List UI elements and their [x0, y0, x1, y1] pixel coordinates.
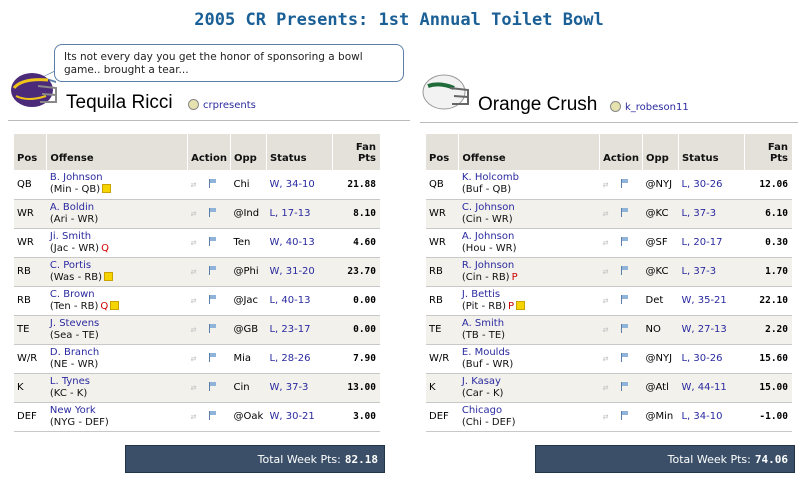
action-cell — [188, 373, 231, 402]
game-status-link[interactable]: L, 20-17 — [678, 228, 744, 257]
position-cell: WR — [426, 228, 459, 257]
position-cell: W/R — [426, 344, 459, 373]
opponent-cell: Det — [643, 286, 679, 315]
team-name: Tequila Ricci — [66, 92, 173, 113]
player-name-link[interactable]: A. Johnson — [461, 230, 515, 242]
action-cell — [188, 199, 231, 228]
flag-icon[interactable] — [209, 382, 217, 391]
player-team: (Hou - WR) — [461, 242, 517, 254]
player-team: (Cin - WR) — [461, 213, 513, 225]
col-fan-pts: Fan Pts — [332, 134, 380, 170]
player-name-link[interactable]: A. Smith — [461, 317, 505, 329]
action-cell — [188, 344, 231, 373]
player-name-link[interactable]: A. Boldin — [49, 201, 95, 213]
player-name-link[interactable]: R. Johnson — [461, 259, 515, 271]
action-cell — [600, 257, 643, 286]
page-title: 2005 CR Presents: 1st Annual Toilet Bowl — [194, 10, 604, 30]
flag-icon[interactable] — [621, 382, 629, 391]
owner-avatar-icon — [610, 101, 621, 112]
trade-icon[interactable]: ⇄ — [602, 384, 609, 392]
player-cell — [459, 315, 600, 344]
position-cell: DEF — [426, 402, 459, 431]
opponent-cell: NO — [643, 315, 679, 344]
flag-icon[interactable] — [209, 266, 217, 275]
player-name-link[interactable]: Chicago — [461, 404, 503, 416]
position-cell: W/R — [14, 344, 47, 373]
game-status-link[interactable]: W, 34-10 — [266, 170, 332, 199]
player-name-link[interactable]: C. Portis — [49, 259, 92, 271]
player-cell — [459, 402, 600, 431]
table-row — [14, 170, 380, 199]
flag-icon[interactable] — [209, 237, 217, 246]
col-fan-pts: Fan Pts — [744, 134, 792, 170]
fan-points-cell: 22.10 — [744, 286, 792, 315]
fan-points-cell: 15.00 — [744, 373, 792, 402]
team-header — [420, 68, 798, 120]
table-row — [14, 228, 380, 257]
flag-icon[interactable] — [621, 324, 629, 333]
flag-icon[interactable] — [209, 411, 217, 420]
action-cell — [188, 315, 231, 344]
opponent-cell: @Min — [643, 402, 679, 431]
player-team: (Was - RB) — [49, 271, 103, 283]
player-team: (NE - WR) — [49, 358, 99, 370]
action-cell — [600, 402, 643, 431]
player-cell — [47, 402, 188, 431]
fan-points-cell: 3.00 — [332, 402, 380, 431]
player-cell — [459, 257, 600, 286]
player-team: (Chi - DEF) — [461, 416, 516, 428]
opponent-cell: @KC — [643, 199, 679, 228]
table-row — [14, 344, 380, 373]
player-name-link[interactable]: Ji. Smith — [49, 230, 92, 242]
team-panel-right — [420, 68, 798, 466]
position-cell: K — [14, 373, 47, 402]
owner-link[interactable]: crpresents — [188, 99, 256, 111]
col-status: Status — [266, 134, 332, 170]
trade-icon[interactable]: ⇄ — [602, 268, 609, 276]
trade-icon[interactable]: ⇄ — [190, 384, 197, 392]
fan-points-cell: 15.60 — [744, 344, 792, 373]
game-status-link[interactable]: L, 37-3 — [678, 199, 744, 228]
speech-bubble: Its not every day you get the honor of sponsoring a bowl game.. brought a tear... — [54, 44, 404, 82]
action-cell — [188, 402, 231, 431]
position-cell: WR — [426, 199, 459, 228]
trade-icon[interactable]: ⇄ — [602, 413, 609, 421]
table-row — [426, 286, 792, 315]
player-team: (KC - K) — [49, 387, 88, 399]
table-row — [426, 199, 792, 228]
flag-icon[interactable] — [621, 237, 629, 246]
flag-icon[interactable] — [621, 411, 629, 420]
opponent-cell: @Oak — [230, 402, 266, 431]
player-team: (Pit - RB) — [461, 300, 506, 312]
note-icon[interactable] — [104, 272, 113, 281]
player-team: (NYG - DEF) — [49, 416, 109, 428]
owner-link[interactable]: k_robeson11 — [610, 101, 689, 113]
team-panel-left — [8, 66, 410, 466]
player-team: (TB - TE) — [461, 329, 506, 341]
fan-points-cell: 12.06 — [744, 170, 792, 199]
position-cell: K — [426, 373, 459, 402]
flag-icon[interactable] — [209, 324, 217, 333]
position-cell: WR — [14, 228, 47, 257]
flag-icon[interactable] — [621, 295, 629, 304]
player-cell — [459, 228, 600, 257]
action-cell — [600, 315, 643, 344]
player-name-link[interactable]: New York — [49, 404, 96, 416]
position-cell: WR — [14, 199, 47, 228]
trade-icon[interactable]: ⇄ — [602, 297, 609, 305]
divider — [8, 120, 410, 121]
table-row — [14, 315, 380, 344]
note-icon[interactable] — [102, 184, 111, 193]
position-cell: TE — [14, 315, 47, 344]
player-cell — [47, 199, 188, 228]
player-name-link[interactable]: D. Branch — [49, 346, 100, 358]
player-cell — [459, 344, 600, 373]
game-status-link[interactable]: W, 44-11 — [678, 373, 744, 402]
player-team: (Jac - WR) — [49, 242, 100, 254]
game-status-link[interactable]: L, 37-3 — [678, 257, 744, 286]
fan-points-cell: 4.60 — [332, 228, 380, 257]
player-team: (Sea - TE) — [49, 329, 99, 341]
table-row — [426, 315, 792, 344]
action-cell — [188, 170, 231, 199]
game-status-link[interactable]: L, 40-13 — [266, 286, 332, 315]
fan-points-cell: 1.70 — [744, 257, 792, 286]
position-cell: RB — [14, 286, 47, 315]
player-team: (Min - QB) — [49, 184, 101, 196]
opponent-cell: @Atl — [643, 373, 679, 402]
trade-icon[interactable]: ⇄ — [190, 413, 197, 421]
player-cell — [47, 286, 188, 315]
opponent-cell: @NYJ — [643, 344, 679, 373]
player-name-link[interactable]: B. Johnson — [49, 172, 103, 184]
player-name-link[interactable]: L. Tynes — [49, 375, 91, 387]
player-name-link[interactable]: J. Bettis — [461, 288, 501, 300]
position-cell: QB — [14, 170, 47, 199]
col-opp: Opp — [643, 134, 679, 170]
opponent-cell: @Phi — [230, 257, 266, 286]
fan-points-cell: 21.88 — [332, 170, 380, 199]
player-name-link[interactable]: K. Holcomb — [461, 172, 519, 184]
game-status-link[interactable]: W, 31-20 — [266, 257, 332, 286]
col-opp: Opp — [230, 134, 266, 170]
injury-status: Q — [101, 242, 109, 254]
fan-points-cell: 0.30 — [744, 228, 792, 257]
player-team: (Buf - WR) — [461, 358, 514, 370]
position-cell: TE — [426, 315, 459, 344]
opponent-cell: Mia — [230, 344, 266, 373]
fan-points-cell: 0.00 — [332, 315, 380, 344]
table-row — [426, 373, 792, 402]
trade-icon[interactable]: ⇄ — [190, 326, 197, 334]
player-cell — [459, 286, 600, 315]
table-row — [14, 373, 380, 402]
action-cell — [600, 228, 643, 257]
opponent-cell: @Jac — [230, 286, 266, 315]
player-cell — [47, 170, 188, 199]
player-name-link[interactable]: J. Kasay — [461, 375, 501, 387]
action-cell — [600, 199, 643, 228]
player-team: (Car - K) — [461, 387, 504, 399]
game-status-link[interactable]: W, 27-13 — [678, 315, 744, 344]
injury-status: P — [508, 300, 515, 312]
trade-icon[interactable]: ⇄ — [190, 180, 197, 189]
fan-points-cell: 0.00 — [332, 286, 380, 315]
fan-points-cell: 13.00 — [332, 373, 380, 402]
player-cell — [459, 199, 600, 228]
table-row — [426, 344, 792, 373]
game-status-link[interactable]: W, 35-21 — [678, 286, 744, 315]
game-status-link[interactable]: L, 28-26 — [266, 344, 332, 373]
player-name-link[interactable]: J. Stevens — [49, 317, 100, 329]
trade-icon[interactable]: ⇄ — [602, 210, 609, 218]
opponent-cell: Cin — [230, 373, 266, 402]
injury-status: Q — [100, 300, 109, 312]
game-status-link[interactable]: L, 23-17 — [266, 315, 332, 344]
trade-icon[interactable]: ⇄ — [602, 355, 609, 363]
game-status-link[interactable]: W, 30-21 — [266, 402, 332, 431]
vikings-helmet-icon — [8, 68, 60, 112]
trade-icon[interactable]: ⇄ — [602, 326, 609, 334]
fan-points-cell: 2.20 — [744, 315, 792, 344]
jets-helmet-icon — [420, 70, 472, 114]
opponent-cell: Chi — [230, 170, 266, 199]
game-status-link[interactable]: L, 17-13 — [266, 199, 332, 228]
player-cell — [47, 257, 188, 286]
divider — [420, 122, 798, 123]
table-row — [14, 286, 380, 315]
opponent-cell: @NYJ — [643, 170, 679, 199]
col-offense: Offense — [459, 134, 600, 170]
player-cell — [47, 315, 188, 344]
table-row — [14, 257, 380, 286]
player-team: (Ten - RB) — [49, 300, 99, 312]
table-row — [426, 257, 792, 286]
player-team: (Ari - WR) — [49, 213, 99, 225]
position-cell: QB — [426, 170, 459, 199]
trade-icon[interactable]: ⇄ — [190, 355, 197, 363]
player-name-link[interactable]: E. Moulds — [461, 346, 511, 358]
col-pos: Pos — [14, 134, 47, 170]
game-status-link[interactable]: W, 40-13 — [266, 228, 332, 257]
player-cell — [47, 373, 188, 402]
injury-status: P — [511, 271, 518, 283]
table-row — [426, 170, 792, 199]
action-cell — [600, 170, 643, 199]
player-team: (Buf - QB) — [461, 184, 512, 196]
team-name: Orange Crush — [478, 94, 598, 115]
player-name-link[interactable]: C. Brown — [49, 288, 95, 300]
trade-icon[interactable]: ⇄ — [190, 239, 197, 247]
col-pos: Pos — [426, 134, 459, 170]
position-cell: RB — [426, 286, 459, 315]
trade-icon[interactable]: ⇄ — [602, 180, 609, 189]
fan-points-cell: 23.70 — [332, 257, 380, 286]
action-cell — [600, 373, 643, 402]
col-action: Action — [600, 134, 643, 170]
opponent-cell: @Ind — [230, 199, 266, 228]
player-cell — [459, 373, 600, 402]
table-row — [426, 402, 792, 431]
fan-points-cell: 7.90 — [332, 344, 380, 373]
owner-avatar-icon — [188, 99, 199, 110]
action-cell — [188, 257, 231, 286]
flag-icon[interactable] — [621, 353, 629, 362]
flag-icon[interactable] — [209, 179, 217, 188]
action-cell — [188, 228, 231, 257]
trade-icon[interactable]: ⇄ — [190, 210, 197, 218]
opponent-cell: @KC — [643, 257, 679, 286]
player-cell — [459, 170, 600, 199]
action-cell — [600, 286, 643, 315]
trade-icon[interactable]: ⇄ — [190, 297, 197, 305]
flag-icon[interactable] — [621, 179, 629, 188]
col-action: Action — [188, 134, 231, 170]
col-status: Status — [678, 134, 744, 170]
flag-icon[interactable] — [621, 266, 629, 275]
fan-points-cell: 6.10 — [744, 199, 792, 228]
note-icon[interactable] — [516, 301, 525, 310]
team-header — [8, 66, 410, 118]
game-status-link[interactable]: L, 30-26 — [678, 170, 744, 199]
position-cell: DEF — [14, 402, 47, 431]
flag-icon[interactable] — [621, 208, 629, 217]
trade-icon[interactable]: ⇄ — [190, 268, 197, 276]
player-cell — [47, 344, 188, 373]
player-name-link[interactable]: C. Johnson — [461, 201, 515, 213]
table-row — [14, 199, 380, 228]
game-status-link[interactable]: L, 34-10 — [678, 402, 744, 431]
flag-icon[interactable] — [209, 295, 217, 304]
table-row — [14, 402, 380, 431]
action-cell — [600, 344, 643, 373]
col-offense: Offense — [47, 134, 188, 170]
total-week-points: Total Week Pts: 82.18 — [125, 445, 385, 473]
roster-table — [426, 134, 792, 432]
action-cell — [188, 286, 231, 315]
total-week-points: Total Week Pts: 74.06 — [535, 445, 795, 473]
player-team: (Cin - RB) — [461, 271, 510, 283]
table-row — [426, 228, 792, 257]
fan-points-cell: 8.10 — [332, 199, 380, 228]
flag-icon[interactable] — [209, 208, 217, 217]
opponent-cell: @SF — [643, 228, 679, 257]
flag-icon[interactable] — [209, 353, 217, 362]
position-cell: RB — [426, 257, 459, 286]
game-status-link[interactable]: W, 37-3 — [266, 373, 332, 402]
position-cell: RB — [14, 257, 47, 286]
note-icon[interactable] — [110, 301, 119, 310]
opponent-cell: @GB — [230, 315, 266, 344]
trade-icon[interactable]: ⇄ — [602, 239, 609, 247]
opponent-cell: Ten — [230, 228, 266, 257]
player-cell — [47, 228, 188, 257]
fan-points-cell: -1.00 — [744, 402, 792, 431]
roster-table — [14, 134, 380, 432]
game-status-link[interactable]: L, 30-26 — [678, 344, 744, 373]
